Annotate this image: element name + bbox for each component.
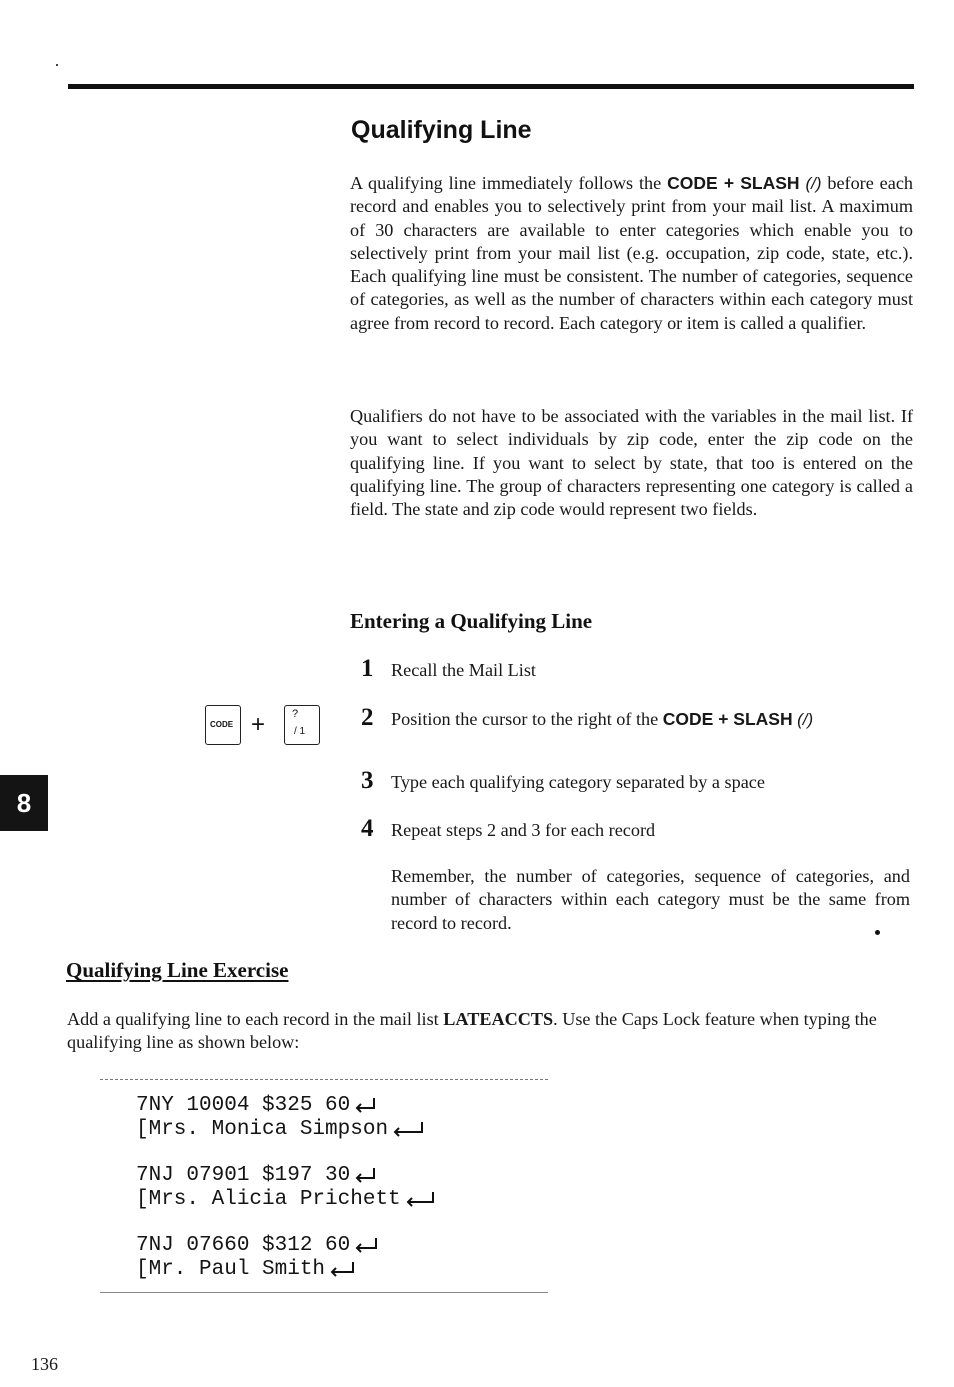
example-line-3: [136, 1164, 378, 1188]
section-tab: 8: [0, 775, 48, 831]
step-4-number: 4: [361, 815, 374, 842]
exercise-text-1: Add a qualifying line to each record in the mail list: [67, 1009, 444, 1029]
example-line-2-text: [Mrs. Monica Simpson: [136, 1118, 389, 1141]
intro-text-1: A qualifying line immediately follows the: [350, 173, 668, 193]
example-line-5: [136, 1234, 380, 1258]
step-3-text: Type each qualifying category separated by a space: [391, 772, 765, 792]
example-line-2: [136, 1118, 426, 1142]
exercise-text-2: . Use the Caps Lock feature when typing the qualifying line as shown below:: [67, 1009, 877, 1053]
qualifiers-paragraph: Qualifiers do not have to be associated with the variables in the mail list. If you want to select individuals by zip code, enter the zip code on the qualifying line. If you want to select by state, that too is entered on the qualifying line. The group of characters representing one category is called a field. The state and zip code would represent two fields.: [350, 406, 913, 520]
step-2-text: [391, 708, 813, 731]
step-3-number: 3: [361, 767, 374, 794]
plus-sign: +: [251, 711, 266, 738]
step-1-number: 1: [361, 655, 374, 682]
example-line-4-text: [Mrs. Alicia Prichett: [136, 1188, 401, 1211]
step-2-number: 2: [361, 704, 374, 731]
example-bottom-rule: [100, 1292, 548, 1293]
example-line-5-text: 7NJ 07660 $312 60: [136, 1234, 351, 1257]
exercise-heading: Qualifying Line Exercise: [66, 958, 289, 982]
example-line-3-text: 7NJ 07901 $197 30: [136, 1164, 351, 1187]
step-2-slash: (/): [797, 710, 814, 729]
code-key-label: CODE: [210, 720, 234, 729]
step-1-text: Recall the Mail List: [391, 660, 536, 680]
return-icon: [352, 1096, 378, 1114]
intro-paragraph: [350, 172, 913, 335]
slash-key-bottom-label: / 1: [294, 726, 306, 737]
intro-slash: (/): [805, 174, 822, 193]
end-mark: [875, 930, 880, 935]
slash-key-top-label: ?: [292, 708, 299, 720]
return-icon: [327, 1260, 357, 1278]
code-key-icon: [205, 705, 241, 745]
page-number: 136: [31, 1354, 58, 1374]
return-icon: [352, 1166, 378, 1184]
intro-key-combo: CODE + SLASH: [667, 173, 800, 193]
slash-key-icon: [284, 705, 320, 745]
example-line-1-text: 7NY 10004 $325 60: [136, 1094, 351, 1117]
example-line-4: [136, 1188, 437, 1212]
example-top-rule: [100, 1079, 548, 1080]
speck: [56, 64, 58, 66]
step-2-label: Position the cursor to the right of the: [391, 709, 663, 729]
example-line-1: [136, 1094, 378, 1118]
step-2-key-combo: CODE + SLASH: [662, 709, 793, 729]
entering-heading: Entering a Qualifying Line: [350, 609, 593, 633]
example-line-6: [136, 1258, 357, 1282]
step-4-text: Repeat steps 2 and 3 for each record: [391, 820, 656, 840]
exercise-instructions: [67, 1008, 912, 1055]
reminder-note: Remember, the number of categories, sequence of categories, and number of characters within each category must be the same from record to record.: [391, 866, 910, 933]
example-line-6-text: [Mr. Paul Smith: [136, 1258, 326, 1281]
page-title: Qualifying Line: [351, 116, 532, 144]
intro-text-2: before each record and enables you to selectively print from your mail list. A maximum of 30 characters are available to enter categories which enable you to selectively print from your mail list (e.g. occupation, zip code, state, etc.). Each qualifying line must be consistent. The number of categories, sequence of categories, as well as the number of characters within each category must agree from record to record. Each category or item is called a qualifier.: [350, 173, 913, 333]
mail-list-name: LATEACCTS: [443, 1009, 554, 1029]
return-icon: [390, 1120, 426, 1138]
top-rule: [68, 84, 914, 89]
return-icon: [403, 1190, 437, 1208]
return-icon: [352, 1236, 380, 1254]
